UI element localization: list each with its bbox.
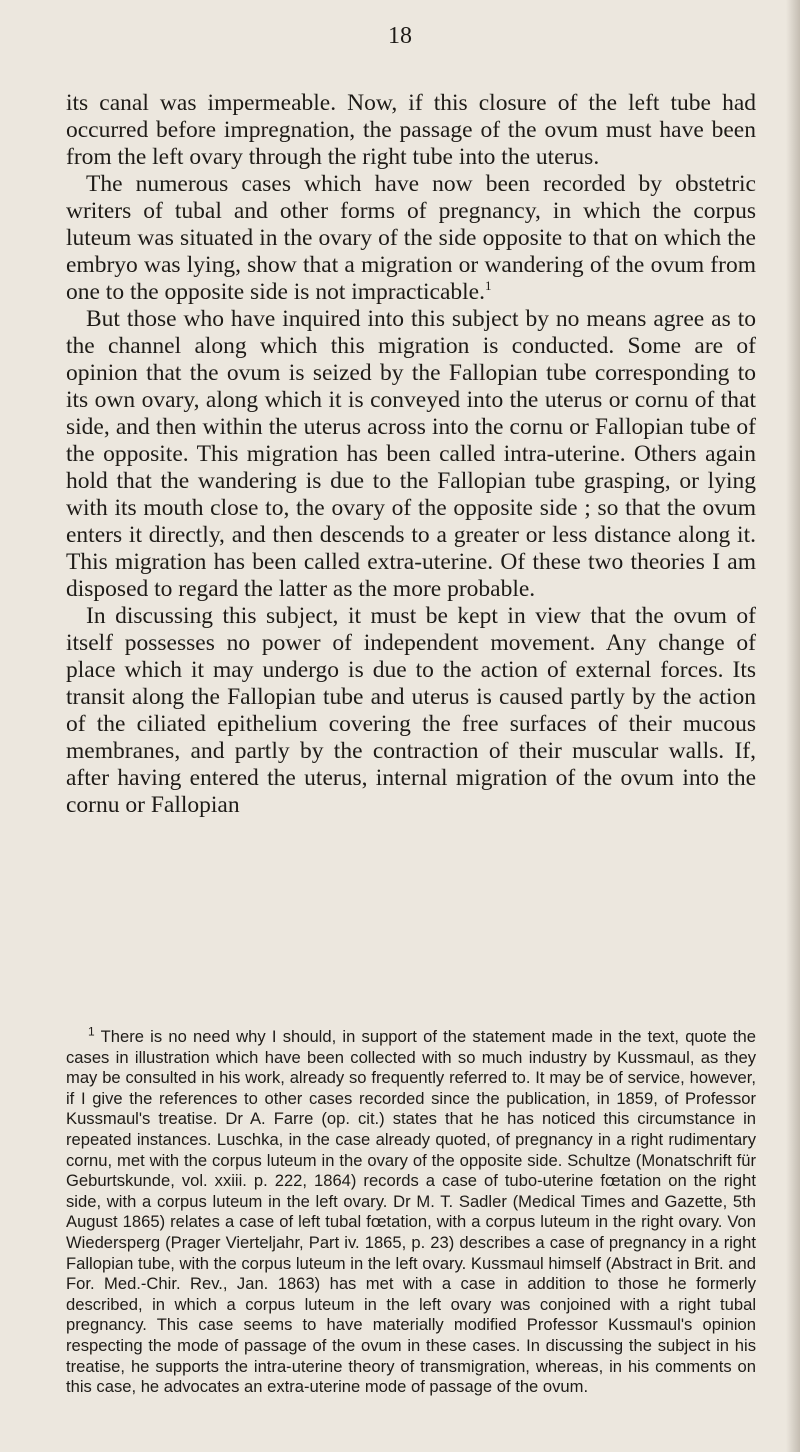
- paragraph-1: its canal was impermeable. Now, if this closure of the left tube had occurred before impregnation, the passage of the ovum must have been from the left ovary through the right tube into the uterus.: [66, 90, 756, 170]
- paragraph-4: In discussing this subject, it must be kept in view that the ovum of itself possesses no power of independent movement. Any change of place which it may undergo is due to the action of external forces. Its transit along the Fallopian tube and uterus is caused partly by the action of the ciliated epithelium covering the free surfaces of their mucous membranes, and partly by the contraction of their muscular walls. If, after having entered the uterus, internal migration of the ovum into the cornu or Fallopian: [66, 603, 756, 818]
- paragraph-2: [66, 171, 756, 306]
- paragraph-2-text: The numerous cases which have now been recorded by obstetric writers of tubal and other forms of pregnancy, in which the corpus luteum was situated in the ovary of the side opposite to that on which the embryo was lying, show that a migration or wandering of the ovum from one to the opposite side is not impracticable.: [66, 171, 756, 305]
- page-edge-shadow: [786, 0, 800, 1452]
- footnote-marker: 1: [88, 1024, 95, 1039]
- footnote-reference: 1: [484, 278, 492, 294]
- paragraph-3: But those who have inquired into this subject by no means agree as to the channel along which this migration is conducted. Some are of opinion that the ovum is seized by the Fallopian tube corresponding to its own ovary, along which it is conveyed into the uterus or cornu of that side, and then within the uterus across into the cornu or Fallopian tube of the opposite. This migration has been called intra-uterine. Others again hold that the wandering is due to the Fallopian tube grasping, or lying with its mouth close to, the ovary of the opposite side ; so that the ovum enters it directly, and then descends to a greater or less distance along it. This migration has been called extra-uterine. Of these two theories I am disposed to regard the latter as the more probable.: [66, 306, 756, 602]
- footnote: [66, 1024, 757, 1398]
- main-text: [66, 90, 756, 819]
- page-number: 18: [388, 23, 412, 49]
- footnote-text: There is no need why I should, in support of the statement made in the text, quote the cases in illustration which have been collected with so much industry by Kussmaul, as they may be consulted in his work, already so frequently referred to. It may be of service, however, if I give the references to other cases recorded since the publication, in 1859, of Professor Kussmaul's treatise. Dr A. Farre (op. cit.) states that he has noticed this circumstance in repeated instances. Luschka, in the case already quoted, of pregnancy in a right rudimentary cornu, met with the corpus luteum in the ovary of the opposite side. Schultze (Monatschrift für Geburtskunde, vol. xxiii. p. 222, 1864) records a case of tubo-uterine fœtation on the right side, with a corpus luteum in the left ovary. Dr M. T. Sadler (Medical Times and Gazette, 5th August 1865) relates a case of left tubal fœtation, with a corpus luteum in the right ovary. Von Wiedersperg (Prager Vierteljahr, Part iv. 1865, p. 23) describes a case of pregnancy in a right Fallopian tube, with the corpus luteum in the left ovary. Kussmaul himself (Abstract in Brit. and For. Med.-Chir. Rev., Jan. 1863) has met with a case in addition to those he formerly described, in which a corpus luteum in the left ovary was conjoined with a right tubal pregnancy. This case seems to have materially modified Professor Kussmaul's opinion respecting the mode of passage of the ovum in these cases. In discussing the subject in his treatise, he supports the intra-uterine theory of transmigration, whereas, in his comments on this case, he advocates an extra-uterine mode of passage of the ovum.: [66, 1027, 757, 1397]
